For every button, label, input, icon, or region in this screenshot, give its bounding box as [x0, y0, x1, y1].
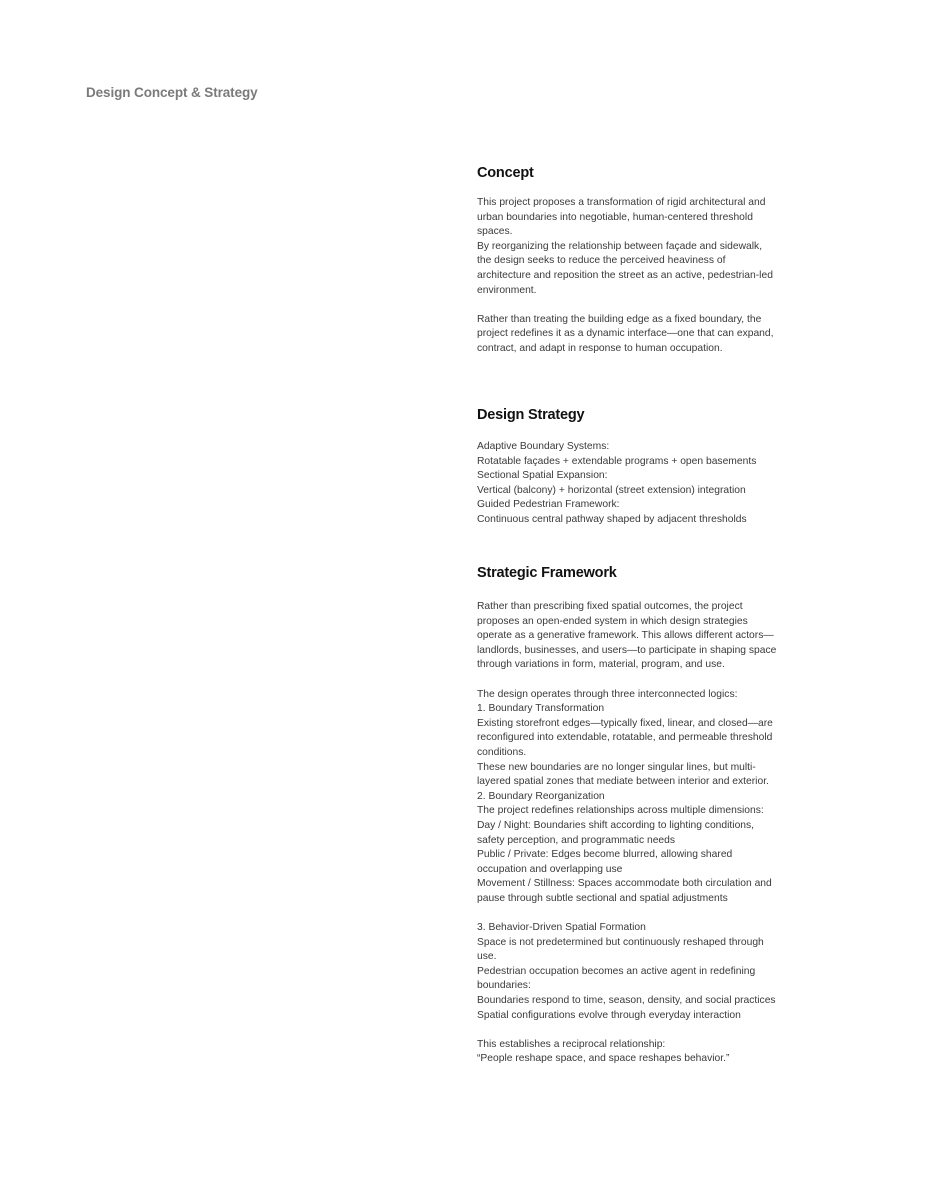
text-line: This project proposes a transformation of rigid architectural and [477, 197, 766, 208]
text-line: Vertical (balcony) + horizontal (street extension) integration [477, 484, 746, 496]
text-line: Pedestrian occupation becomes an active agent in redefining [477, 965, 756, 977]
text-line: “People reshape space, and space reshapes behavior.” [477, 1053, 730, 1065]
text-line: landlords, businesses, and users—to participate in shaping space [477, 644, 777, 656]
text-line: contract, and adapt in response to human occupation. [477, 342, 723, 354]
concept-heading: Concept [477, 165, 534, 181]
text-line: safety perception, and programmatic needs [477, 834, 676, 846]
text-line: boundaries: [477, 980, 531, 992]
concept-body [477, 196, 807, 357]
text-line: 3. Behavior-Driven Spatial Formation [477, 922, 646, 934]
text-line: conditions. [477, 746, 527, 758]
text-line: Public / Private: Edges become blurred, allowing shared [477, 849, 733, 861]
text-line: operate as a generative framework. This allows different actors— [477, 630, 774, 642]
text-line: Spatial configurations evolve through everyday interaction [477, 1009, 741, 1021]
text-line: Existing storefront edges—typically fixed, linear, and closed—are [477, 717, 773, 729]
page-header-title: Design Concept & Strategy [86, 85, 258, 100]
text-line: pause through subtle sectional and spatial adjustments [477, 892, 728, 904]
text-line: Day / Night: Boundaries shift according to lighting conditions, [477, 819, 755, 831]
text-line: urban boundaries into negotiable, human-centered threshold [477, 211, 753, 223]
text-line: proposes an open-ended system in which design strategies [477, 615, 748, 627]
text-line: spaces. [477, 226, 513, 238]
text-line: project redefines it as a dynamic interface—one that can expand, [477, 328, 774, 340]
text-line: Guided Pedestrian Framework: [477, 499, 620, 511]
framework-body [477, 600, 807, 1067]
text-line: Sectional Spatial Expansion: [477, 470, 608, 482]
framework-heading: Strategic Framework [477, 565, 617, 581]
text-line: Boundaries respond to time, season, density, and social practices [477, 995, 776, 1007]
strategy-heading: Design Strategy [477, 407, 585, 423]
text-line: Rather than treating the building edge as a fixed boundary, the [477, 313, 762, 325]
text-line: reconfigured into extendable, rotatable, and permeable threshold [477, 732, 773, 744]
text-line: use. [477, 951, 497, 963]
text-line: Space is not predetermined but continuously reshaped through [477, 936, 764, 948]
text-line: Rather than prescribing fixed spatial outcomes, the project [477, 601, 743, 612]
text-line: These new boundaries are no longer singular lines, but multi- [477, 761, 756, 773]
text-line: Adaptive Boundary Systems: [477, 441, 610, 452]
text-line: 2. Boundary Reorganization [477, 790, 605, 802]
text-line: 1. Boundary Transformation [477, 703, 605, 715]
text-line: By reorganizing the relationship between façade and sidewalk, [477, 240, 763, 252]
text-line [477, 298, 807, 313]
strategy-body [477, 440, 807, 528]
text-line: The project redefines relationships across multiple dimensions: [477, 805, 764, 817]
text-line: Continuous central pathway shaped by adjacent thresholds [477, 513, 747, 525]
text-line: This establishes a reciprocal relationship: [477, 1038, 666, 1050]
text-line [477, 673, 807, 688]
text-line: Rotatable façades + extendable programs + open basements [477, 455, 757, 467]
text-line [477, 906, 807, 921]
text-line: layered spatial zones that mediate between interior and exterior. [477, 776, 769, 788]
text-line: occupation and overlapping use [477, 863, 623, 875]
text-line: environment. [477, 284, 537, 296]
text-line: through variations in form, material, program, and use. [477, 659, 725, 671]
text-line: Movement / Stillness: Spaces accommodate both circulation and [477, 878, 772, 890]
text-line: The design operates through three interconnected logics: [477, 688, 738, 700]
text-line: the design seeks to reduce the perceived heaviness of [477, 255, 726, 267]
text-line [477, 1023, 807, 1038]
text-line: architecture and reposition the street as an active, pedestrian-led [477, 269, 773, 281]
